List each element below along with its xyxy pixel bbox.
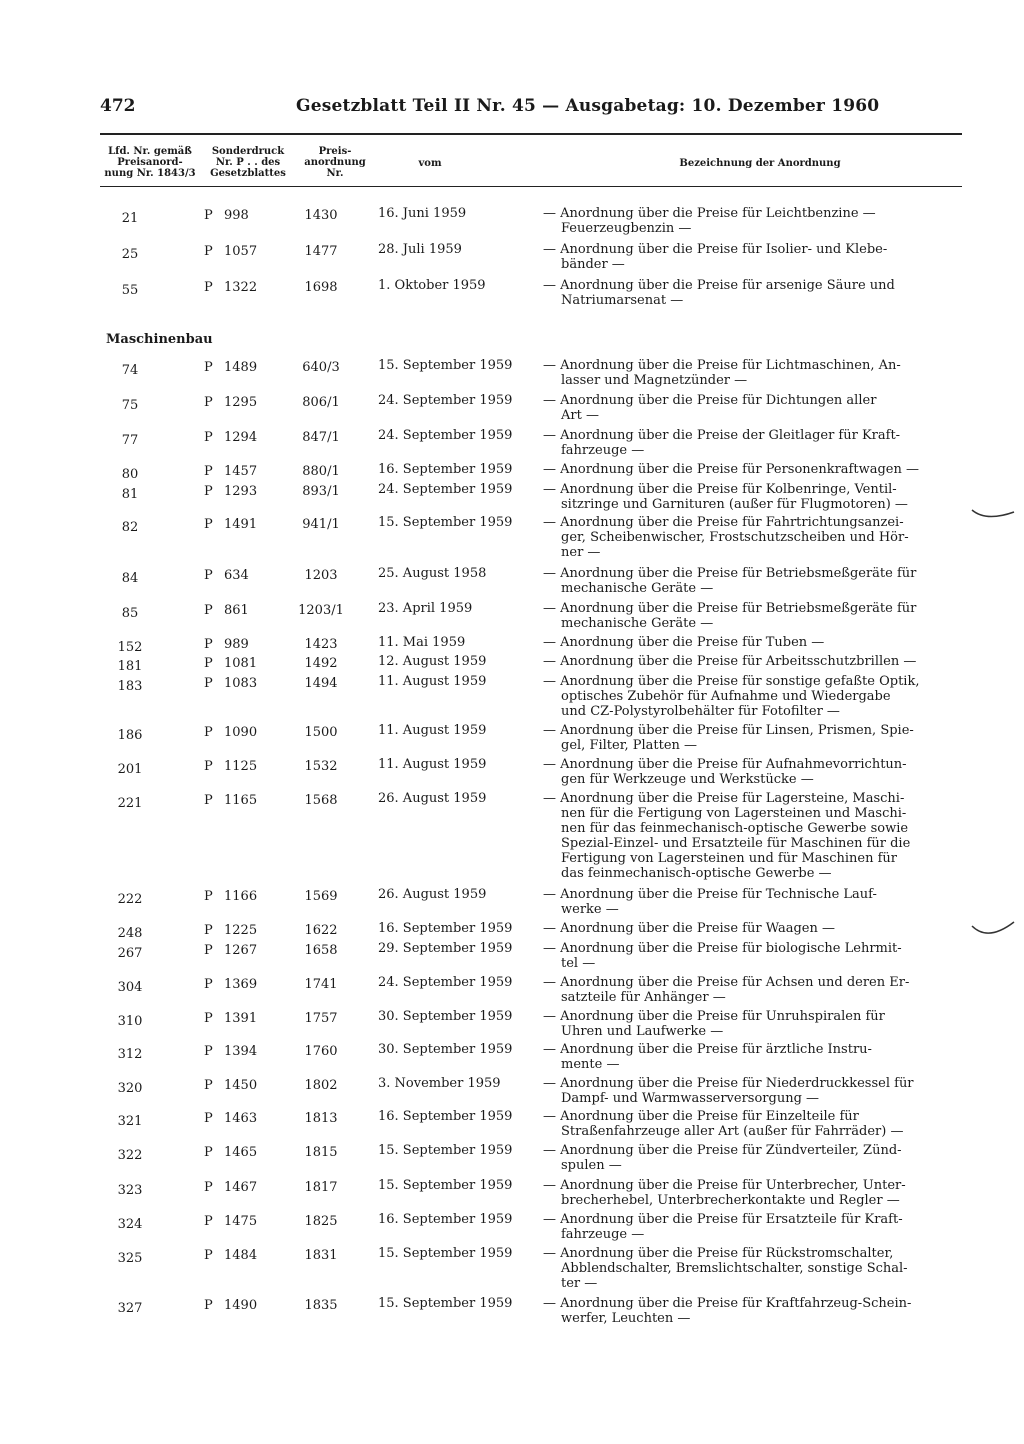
description-line: — Anordnung über die Preise für Waagen — [543, 921, 835, 936]
description-line: Natriumarsenat — [561, 293, 684, 308]
description-line: lasser und Magnetzünder — [561, 373, 748, 388]
description-line: tel — [561, 956, 596, 971]
description-line: werke — [561, 902, 619, 917]
description-line: spulen — [561, 1158, 622, 1173]
sonderdruck-number: 1081 [224, 656, 258, 671]
cell-bezeichnung [543, 462, 963, 477]
cell-lfd-nr: 323 [117, 1183, 143, 1198]
cell-vom-date: 28. Juli 1959 [378, 242, 462, 257]
cell-preisanordnung: 1622 [304, 923, 338, 938]
p-prefix: P [204, 603, 213, 618]
cell-lfd-nr: 25 [121, 247, 139, 262]
cell-vom-date: 24. September 1959 [378, 482, 513, 497]
sonderdruck-number: 1125 [224, 759, 258, 774]
header-rule [100, 133, 962, 135]
cell-bezeichnung [543, 1246, 963, 1291]
sonderdruck-number: 1090 [224, 725, 258, 740]
cell-lfd-nr: 322 [117, 1148, 143, 1163]
cell-bezeichnung [543, 566, 963, 596]
cell-vom-date: 24. September 1959 [378, 428, 513, 443]
sonderdruck-number: 1322 [224, 280, 258, 295]
cell-preisanordnung: 1815 [304, 1145, 338, 1160]
description-line: — Anordnung über die Preise für Lichtmaschinen, An- [543, 358, 901, 373]
cell-preisanordnung: 1492 [304, 656, 338, 671]
description-line: bänder — [561, 257, 625, 272]
p-prefix: P [204, 1248, 213, 1263]
cell-preisanordnung: 640/3 [302, 360, 340, 375]
p-prefix: P [204, 889, 213, 904]
p-prefix: P [204, 793, 213, 808]
description-line: und CZ-Polystyrolbehälter für Fotofilter — [561, 704, 840, 719]
sonderdruck-number: 1295 [224, 395, 258, 410]
p-prefix: P [204, 759, 213, 774]
p-prefix: P [204, 1145, 213, 1160]
cell-lfd-nr: 82 [121, 520, 139, 535]
p-prefix: P [204, 1078, 213, 1093]
cell-vom-date: 26. August 1959 [378, 791, 487, 806]
cell-preisanordnung: 1494 [304, 676, 338, 691]
sonderdruck-number: 1394 [224, 1044, 258, 1059]
cell-lfd-nr: 84 [121, 571, 139, 586]
column-header-line: Lfd. Nr. gemäß [108, 146, 192, 157]
cell-bezeichnung [543, 654, 963, 669]
sonderdruck-number: 1484 [224, 1248, 258, 1263]
description-line: — Anordnung über die Preise für Tuben — [543, 635, 825, 650]
cell-sonderdruck [204, 725, 266, 740]
cell-sonderdruck [204, 1298, 266, 1313]
column-header-line: Sonderdruck [211, 146, 285, 157]
cell-vom-date: 1. Oktober 1959 [378, 278, 486, 293]
description-line: ner — [561, 545, 601, 560]
description-line: nen für das feinmechanisch-optische Gewerbe sowie [561, 821, 909, 836]
cell-lfd-nr: 201 [117, 762, 143, 777]
description-line: satzteile für Anhänger — [561, 990, 726, 1005]
sonderdruck-number: 1450 [224, 1078, 258, 1093]
sonderdruck-number: 1166 [224, 889, 258, 904]
cell-bezeichnung [543, 921, 963, 936]
cell-preisanordnung: 1757 [304, 1011, 338, 1026]
cell-lfd-nr: 312 [117, 1047, 143, 1062]
cell-sonderdruck [204, 1078, 266, 1093]
cell-bezeichnung [543, 393, 963, 423]
cell-bezeichnung [543, 1109, 963, 1139]
cell-preisanordnung: 1802 [304, 1078, 338, 1093]
sonderdruck-number: 1369 [224, 977, 258, 992]
column-header-line: anordnung [304, 157, 366, 168]
cell-preisanordnung: 1741 [304, 977, 338, 992]
cell-bezeichnung [543, 242, 963, 272]
description-line: — Anordnung über die Preise für Betriebsmeßgeräte für [543, 601, 917, 616]
cell-vom-date: 15. September 1959 [378, 1296, 513, 1311]
cell-lfd-nr: 221 [117, 796, 143, 811]
p-prefix: P [204, 280, 213, 295]
cell-preisanordnung: 1825 [304, 1214, 338, 1229]
cell-sonderdruck [204, 1111, 266, 1126]
cell-vom-date: 15. September 1959 [378, 1246, 513, 1261]
sonderdruck-number: 1225 [224, 923, 258, 938]
p-prefix: P [204, 676, 213, 691]
cell-bezeichnung [543, 1178, 963, 1208]
p-prefix: P [204, 430, 213, 445]
description-line: — Anordnung über die Preise für Leichtbenzine — [543, 206, 876, 221]
description-line: — Anordnung über die Preise für Personenkraftwagen — [543, 462, 919, 477]
p-prefix: P [204, 1298, 213, 1313]
cell-lfd-nr: 222 [117, 892, 143, 907]
cell-bezeichnung [543, 887, 963, 917]
cell-preisanordnung: 1500 [304, 725, 338, 740]
cell-sonderdruck [204, 676, 266, 691]
description-line: — Anordnung über die Preise für Unruhspiralen für [543, 1009, 885, 1024]
p-prefix: P [204, 637, 213, 652]
description-line: — Anordnung über die Preise für sonstige gefaßte Optik, [543, 674, 920, 689]
cell-lfd-nr: 310 [117, 1014, 143, 1029]
cell-lfd-nr: 80 [121, 467, 139, 482]
sonderdruck-number: 1490 [224, 1298, 258, 1313]
cell-preisanordnung: 1203/1 [298, 603, 344, 618]
description-line: — Anordnung über die Preise für Dichtungen aller [543, 393, 877, 408]
cell-lfd-nr: 21 [121, 211, 139, 226]
cell-bezeichnung [543, 428, 963, 458]
cell-bezeichnung [543, 515, 963, 560]
column-header-line: Preis- [318, 146, 352, 157]
cell-bezeichnung [543, 1042, 963, 1072]
description-line: — Anordnung über die Preise für Isolier- und Klebe- [543, 242, 888, 257]
section-heading: Maschinenbau [106, 332, 213, 347]
cell-sonderdruck [204, 923, 266, 938]
cell-vom-date: 11. August 1959 [378, 723, 487, 738]
cell-preisanordnung: 1568 [304, 793, 338, 808]
p-prefix: P [204, 517, 213, 532]
p-prefix: P [204, 1180, 213, 1195]
cell-sonderdruck [204, 977, 266, 992]
description-line: — Anordnung über die Preise für Lagersteine, Maschi- [543, 791, 905, 806]
description-line: ter — [561, 1276, 598, 1291]
description-line: fahrzeuge — [561, 443, 645, 458]
description-line: sitzringe und Garnituren (außer für Flugmotoren) — [561, 497, 908, 512]
p-prefix: P [204, 656, 213, 671]
sonderdruck-number: 1465 [224, 1145, 258, 1160]
cell-bezeichnung [543, 975, 963, 1005]
cell-lfd-nr: 324 [117, 1217, 143, 1232]
description-line: — Anordnung über die Preise der Gleitlager für Kraft- [543, 428, 901, 443]
p-prefix: P [204, 568, 213, 583]
cell-sonderdruck [204, 280, 266, 295]
p-prefix: P [204, 360, 213, 375]
description-line: — Anordnung über die Preise für Achsen und deren Er- [543, 975, 910, 990]
cell-vom-date: 16. September 1959 [378, 1212, 513, 1227]
cell-preisanordnung: 1423 [304, 637, 338, 652]
description-line: — Anordnung über die Preise für Rückstromschalter, [543, 1246, 894, 1261]
description-line: — Anordnung über die Preise für Fahrtrichtungsanzei- [543, 515, 904, 530]
cell-sonderdruck [204, 1044, 266, 1059]
cell-preisanordnung: 1203 [304, 568, 338, 583]
p-prefix: P [204, 1011, 213, 1026]
cell-sonderdruck [204, 656, 266, 671]
cell-vom-date: 15. September 1959 [378, 1143, 513, 1158]
cell-vom-date: 15. September 1959 [378, 358, 513, 373]
p-prefix: P [204, 484, 213, 499]
description-line: Uhren und Laufwerke — [561, 1024, 724, 1039]
cell-sonderdruck [204, 603, 266, 618]
cell-lfd-nr: 186 [117, 728, 143, 743]
cell-lfd-nr: 74 [121, 363, 139, 378]
description-line: gen für Werkzeuge und Werkstücke — [561, 772, 814, 787]
header-title: Gesetzblatt Teil II Nr. 45 — Ausgabetag: 10. Dezember 1960 [296, 96, 880, 116]
cell-preisanordnung: 880/1 [302, 464, 340, 479]
cell-vom-date: 25. August 1958 [378, 566, 487, 581]
sonderdruck-number: 1491 [224, 517, 258, 532]
cell-bezeichnung [543, 1076, 963, 1106]
column-header-line: Gesetzblattes [210, 168, 286, 179]
cell-lfd-nr: 267 [117, 946, 143, 961]
description-line: optisches Zubehör für Aufnahme und Wiedergabe [561, 689, 891, 704]
description-line: werfer, Leuchten — [561, 1311, 691, 1326]
cell-sonderdruck [204, 430, 266, 445]
column-header-rule [100, 186, 962, 187]
description-line: — Anordnung über die Preise für arsenige Säure und [543, 278, 895, 293]
column-header-vom: vom [418, 158, 442, 169]
cell-sonderdruck [204, 759, 266, 774]
cell-lfd-nr: 77 [121, 433, 139, 448]
cell-bezeichnung [543, 482, 963, 512]
description-line: — Anordnung über die Preise für Technische Lauf- [543, 887, 877, 902]
cell-sonderdruck [204, 360, 266, 375]
page-header [100, 96, 960, 126]
sonderdruck-number: 1267 [224, 943, 258, 958]
cell-sonderdruck [204, 517, 266, 532]
description-line: — Anordnung über die Preise für Zündverteiler, Zünd- [543, 1143, 902, 1158]
column-header-sonderdruck [204, 146, 292, 179]
sonderdruck-number: 1489 [224, 360, 258, 375]
p-prefix: P [204, 977, 213, 992]
cell-lfd-nr: 152 [117, 640, 143, 655]
cell-bezeichnung [543, 1296, 963, 1326]
cell-preisanordnung: 1658 [304, 943, 338, 958]
cell-vom-date: 29. September 1959 [378, 941, 513, 956]
cell-preisanordnung: 1430 [304, 208, 338, 223]
description-line: mechanische Geräte — [561, 581, 714, 596]
sonderdruck-number: 1294 [224, 430, 258, 445]
description-line: Feuerzeugbenzin — [561, 221, 692, 236]
cell-sonderdruck [204, 1214, 266, 1229]
cell-bezeichnung [543, 206, 963, 236]
sonderdruck-number: 1293 [224, 484, 258, 499]
cell-preisanordnung: 1477 [304, 244, 338, 259]
description-line: Fertigung von Lagersteinen und für Maschinen für [561, 851, 897, 866]
cell-bezeichnung [543, 278, 963, 308]
cell-vom-date: 15. September 1959 [378, 515, 513, 530]
cell-bezeichnung [543, 791, 963, 881]
cell-preisanordnung: 1817 [304, 1180, 338, 1195]
description-line: Abblendschalter, Bremslichtschalter, sonstige Schal- [561, 1261, 908, 1276]
cell-preisanordnung: 806/1 [302, 395, 340, 410]
description-line: — Anordnung über die Preise für Arbeitsschutzbrillen — [543, 654, 917, 669]
cell-preisanordnung: 1760 [304, 1044, 338, 1059]
cell-lfd-nr: 325 [117, 1251, 143, 1266]
cell-vom-date: 3. November 1959 [378, 1076, 501, 1091]
cell-preisanordnung: 1835 [304, 1298, 338, 1313]
cell-bezeichnung [543, 1212, 963, 1242]
column-header-line: Nr. P . . des [215, 157, 281, 168]
cell-preisanordnung: 893/1 [302, 484, 340, 499]
cell-vom-date: 15. September 1959 [378, 1178, 513, 1193]
cell-vom-date: 11. August 1959 [378, 674, 487, 689]
p-prefix: P [204, 1111, 213, 1126]
p-prefix: P [204, 395, 213, 410]
cell-lfd-nr: 75 [121, 398, 139, 413]
cell-preisanordnung: 941/1 [302, 517, 340, 532]
description-line: gel, Filter, Platten — [561, 738, 698, 753]
p-prefix: P [204, 464, 213, 479]
cell-lfd-nr: 181 [117, 659, 143, 674]
p-prefix: P [204, 923, 213, 938]
description-line: fahrzeuge — [561, 1227, 645, 1242]
cell-preisanordnung: 1532 [304, 759, 338, 774]
sonderdruck-number: 1083 [224, 676, 258, 691]
description-line: — Anordnung über die Preise für Betriebsmeßgeräte für [543, 566, 917, 581]
description-line: — Anordnung über die Preise für Kolbenringe, Ventil- [543, 482, 897, 497]
cell-preisanordnung: 1698 [304, 280, 338, 295]
description-line: — Anordnung über die Preise für Kraftfahrzeug-Schein- [543, 1296, 912, 1311]
cell-vom-date: 24. September 1959 [378, 393, 513, 408]
cell-vom-date: 23. April 1959 [378, 601, 473, 616]
margin-pencil-mark [970, 498, 1020, 522]
sonderdruck-number: 1391 [224, 1011, 258, 1026]
page-number: 472 [100, 96, 136, 116]
cell-vom-date: 16. September 1959 [378, 921, 513, 936]
cell-sonderdruck [204, 395, 266, 410]
sonderdruck-number: 1475 [224, 1214, 258, 1229]
description-line: — Anordnung über die Preise für Unterbrecher, Unter- [543, 1178, 906, 1193]
p-prefix: P [204, 725, 213, 740]
description-line: — Anordnung über die Preise für Linsen, Prismen, Spie- [543, 723, 914, 738]
description-line: ger, Scheibenwischer, Frostschutzscheiben und Hör- [561, 530, 909, 545]
cell-lfd-nr: 183 [117, 679, 143, 694]
cell-bezeichnung [543, 358, 963, 388]
p-prefix: P [204, 244, 213, 259]
p-prefix: P [204, 1044, 213, 1059]
sonderdruck-number: 1057 [224, 244, 258, 259]
cell-bezeichnung [543, 757, 963, 787]
column-header-line: Nr. [326, 168, 344, 179]
cell-vom-date: 11. Mai 1959 [378, 635, 466, 650]
description-line: — Anordnung über die Preise für Einzelteile für [543, 1109, 859, 1124]
description-line: mechanische Geräte — [561, 616, 714, 631]
description-line: — Anordnung über die Preise für Aufnahmevorrichtun- [543, 757, 907, 772]
description-line: — Anordnung über die Preise für Ersatzteile für Kraft- [543, 1212, 903, 1227]
p-prefix: P [204, 943, 213, 958]
cell-bezeichnung [543, 601, 963, 631]
cell-lfd-nr: 320 [117, 1081, 143, 1096]
cell-lfd-nr: 327 [117, 1301, 143, 1316]
description-line: Art — [561, 408, 599, 423]
cell-bezeichnung [543, 635, 963, 650]
column-header-lfd [100, 146, 200, 179]
margin-pencil-mark [970, 914, 1020, 944]
cell-vom-date: 11. August 1959 [378, 757, 487, 772]
description-line: nen für die Fertigung von Lagersteinen und Maschi- [561, 806, 907, 821]
description-line: — Anordnung über die Preise für Niederdruckkessel für [543, 1076, 914, 1091]
sonderdruck-number: 989 [224, 637, 249, 652]
cell-vom-date: 12. August 1959 [378, 654, 487, 669]
cell-vom-date: 26. August 1959 [378, 887, 487, 902]
cell-sonderdruck [204, 793, 266, 808]
cell-bezeichnung [543, 674, 963, 719]
cell-sonderdruck [204, 208, 266, 223]
cell-lfd-nr: 304 [117, 980, 143, 995]
cell-sonderdruck [204, 1145, 266, 1160]
cell-preisanordnung: 1831 [304, 1248, 338, 1263]
description-line: — Anordnung über die Preise für biologische Lehrmit- [543, 941, 902, 956]
sonderdruck-number: 1463 [224, 1111, 258, 1126]
description-line: Dampf- und Warmwasserversorgung — [561, 1091, 820, 1106]
column-header-bezeichnung: Bezeichnung der Anordnung [679, 158, 841, 169]
cell-sonderdruck [204, 943, 266, 958]
cell-sonderdruck [204, 464, 266, 479]
cell-vom-date: 24. September 1959 [378, 975, 513, 990]
cell-bezeichnung [543, 941, 963, 971]
description-line: brecherhebel, Unterbrecherkontakte und Regler — [561, 1193, 900, 1208]
cell-vom-date: 30. September 1959 [378, 1009, 513, 1024]
cell-lfd-nr: 85 [121, 606, 139, 621]
cell-vom-date: 16. September 1959 [378, 1109, 513, 1124]
cell-preisanordnung: 847/1 [302, 430, 340, 445]
cell-sonderdruck [204, 1011, 266, 1026]
sonderdruck-number: 861 [224, 603, 249, 618]
cell-lfd-nr: 55 [121, 283, 139, 298]
description-line: das feinmechanisch-optische Gewerbe — [561, 866, 832, 881]
description-line: mente — [561, 1057, 620, 1072]
p-prefix: P [204, 208, 213, 223]
sonderdruck-number: 1467 [224, 1180, 258, 1195]
description-line: Straßenfahrzeuge aller Art (außer für Fahrräder) — [561, 1124, 904, 1139]
cell-bezeichnung [543, 1009, 963, 1039]
column-header-preisanordnung [300, 146, 370, 179]
cell-sonderdruck [204, 568, 266, 583]
cell-sonderdruck [204, 484, 266, 499]
cell-vom-date: 16. September 1959 [378, 462, 513, 477]
cell-lfd-nr: 248 [117, 926, 143, 941]
cell-sonderdruck [204, 1180, 266, 1195]
description-line: Spezial-Einzel- und Ersatzteile für Maschinen für die [561, 836, 911, 851]
description-line: — Anordnung über die Preise für ärztliche Instru- [543, 1042, 872, 1057]
cell-preisanordnung: 1569 [304, 889, 338, 904]
cell-bezeichnung [543, 1143, 963, 1173]
cell-vom-date: 16. Juni 1959 [378, 206, 467, 221]
p-prefix: P [204, 1214, 213, 1229]
cell-vom-date: 30. September 1959 [378, 1042, 513, 1057]
sonderdruck-number: 1165 [224, 793, 258, 808]
cell-sonderdruck [204, 1248, 266, 1263]
cell-sonderdruck [204, 637, 266, 652]
cell-lfd-nr: 321 [117, 1114, 143, 1129]
cell-bezeichnung [543, 723, 963, 753]
sonderdruck-number: 1457 [224, 464, 258, 479]
sonderdruck-number: 634 [224, 568, 249, 583]
column-header-line: nung Nr. 1843/3 [104, 168, 196, 179]
cell-sonderdruck [204, 244, 266, 259]
cell-lfd-nr: 81 [121, 487, 139, 502]
cell-sonderdruck [204, 889, 266, 904]
cell-preisanordnung: 1813 [304, 1111, 338, 1126]
sonderdruck-number: 998 [224, 208, 249, 223]
column-header-line: Preisanord- [117, 157, 183, 168]
